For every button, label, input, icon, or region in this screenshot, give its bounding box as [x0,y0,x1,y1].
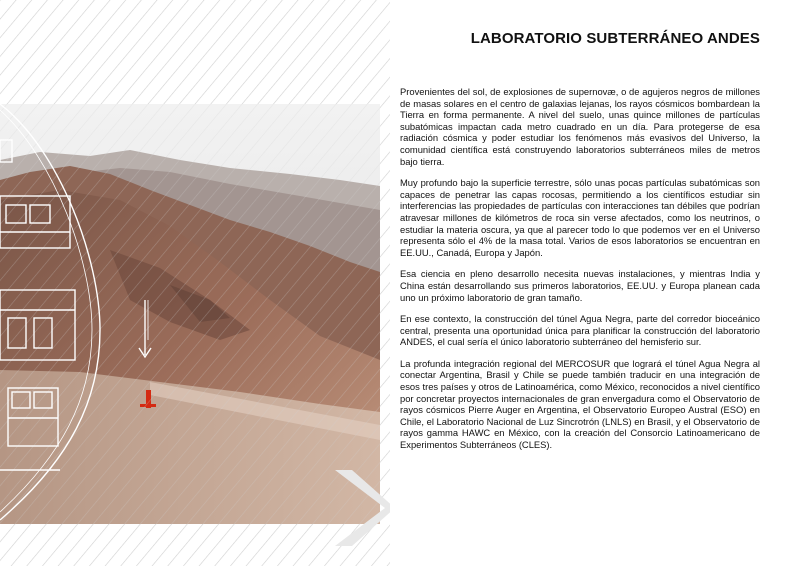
paragraph-5: La profunda integración regional del MERCOSUR que logrará el túnel Agua Negra al conectar Argentina, Brasil y Chile se puede también traducir en una integración de esos tres países y otros de Latinoamérica, como México, reconocidos a nivel científico por concretar proyectos internacionales de gran envergadura como el Observatorio de rayos cósmicos Pierre Auger en Argentina, el Observatorio Europeo Austral (ESO) en Chile, el Laboratorio Nacional de Luz Sincrotrón (LNLS) en Brasil, y el Observatorio de rayos gamma HAWC en México, con la creación del Consorcio Latinoamericano de Experimentos Subterráneos (CLES). [400,357,760,451]
paragraph-1: Provenientes del sol, de explosiones de supernovæ, o de agujeros negros de millones de masas solares en el centro de galaxias lejanas, los rayos cósmicos bombardean la Tierra en forma permanente. A nivel del suelo, unas quince millones de partículas subatómicas impactan cada metro cuadrado en un día. Para protegerse de esa radiación cósmica y poder estudiar los fenómenos más evasivos del Universo, la comunidad científica está construyendo laboratorios subterráneos miles de metros bajo tierra. [400,86,760,167]
mountain-collage-illustration [0,0,390,566]
paragraph-2: Muy profundo bajo la superficie terrestre, sólo unas pocas partículas subatómicas son capaces de penetrar las capas rocosas, permitiendo a los científicos estudiar sin interferencias las propiedades de partículas con interacciones tan débiles que podrían atravesar millones de kilómetros de roca sin verse afectados, como los neutrinos, o estudiar la materia oscura, ya que al parecer todo lo que podemos ver en el Universo representa sólo el 4% de la masa total. Varios de esos laboratorios se encuentran en EE.UU., Canadá, Europa y Japón. [400,177,760,258]
paragraph-4: En ese contexto, la construcción del túnel Agua Negra, parte del corredor bioceánico central, presenta una oportunidad única para planificar la construcción del laboratorio ANDES, el cual sería el único laboratorio subterráneo del hemisferio sur. [400,313,760,348]
page-title: LABORATORIO SUBTERRÁNEO ANDES [470,30,760,47]
body-text [400,86,760,461]
paragraph-3: Esa ciencia en pleno desarrollo necesita nuevas instalaciones, y mientras India y China están desarrollando sus primeros laboratorios, EE.UU. y Europa planean cada uno un próximo laboratorio de gran tamaño. [400,268,760,303]
